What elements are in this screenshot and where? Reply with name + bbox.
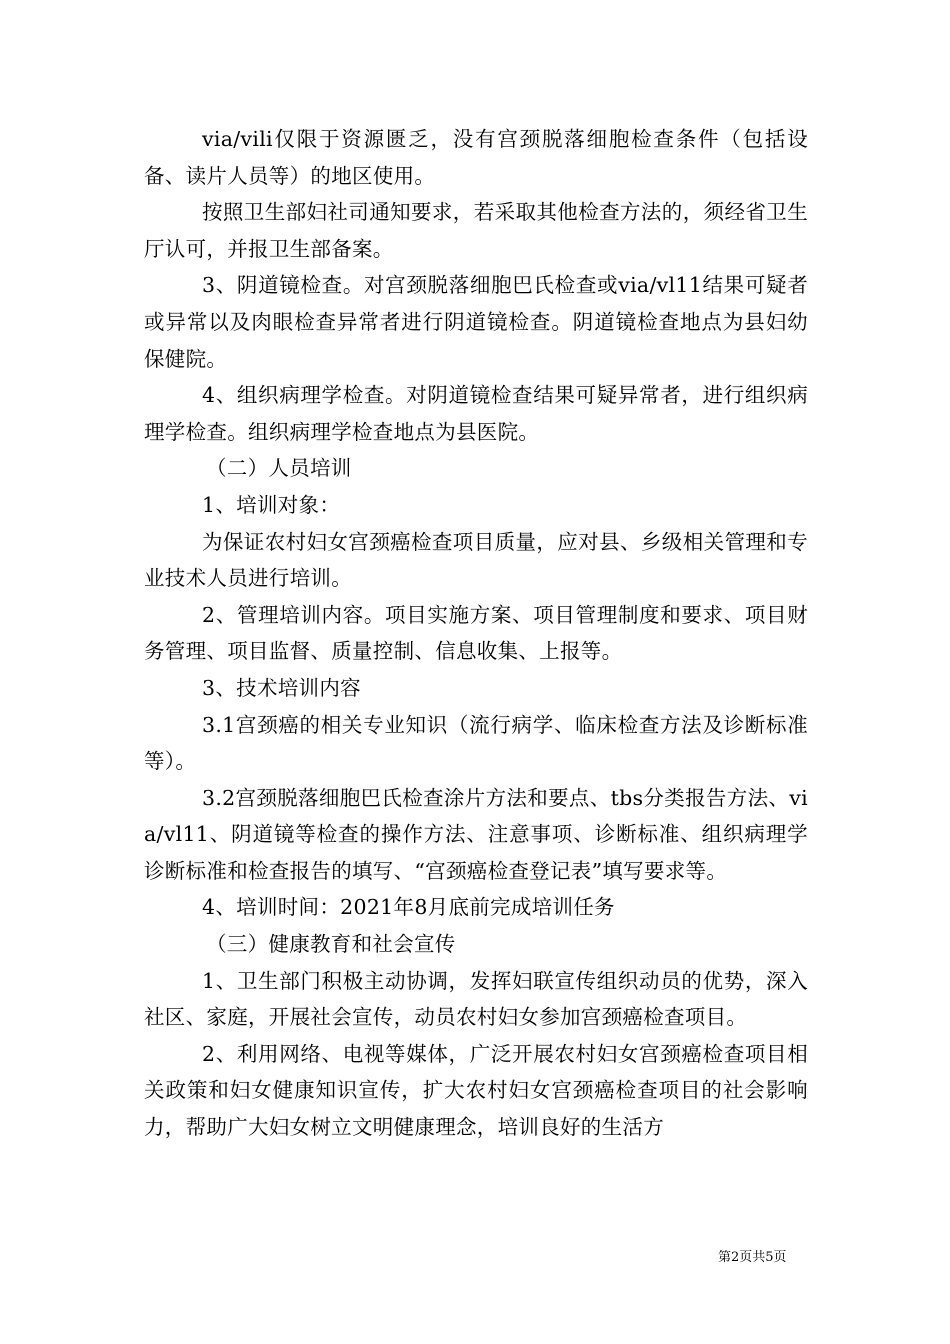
paragraph-management-training: 2、管理培训内容。项目实施方案、项目管理制度和要求、项目财务管理、项目监督、质量控制、信息收集、上报等。: [144, 602, 808, 664]
document-body: [144, 121, 808, 1146]
paragraph-community-publicity: 1、卫生部门积极主动协调，发挥妇联宣传组织动员的优势，深入社区、家庭，开展社会宣传，动员农村妇女参加宫颈癌检查项目。: [144, 968, 808, 1030]
paragraph-training-targets: 1、培训对象：: [202, 492, 341, 517]
paragraph-via-vili-scope: via/vili仅限于资源匮乏，没有宫颈脱落细胞检查条件（包括设备、读片人员等）的地区使用。: [144, 127, 808, 188]
paragraph-training-purpose: 为保证农村妇女宫颈癌检查项目质量，应对县、乡级相关管理和专业技术人员进行培训。: [144, 529, 808, 591]
paragraph-technical-training: 3、技术培训内容: [202, 675, 361, 700]
page-number-footer: 第2页共5页: [718, 1250, 787, 1265]
paragraph-colposcopy: 3、阴道镜检查。对宫颈脱落细胞巴氏检查或via/vl11结果可疑者或异常以及肉眼检查异常者进行阴道镜检查。阴道镜检查地点为县妇幼保健院。: [144, 273, 808, 371]
paragraph-media-publicity: 2、利用网络、电视等媒体，广泛开展农村妇女宫颈癌检查项目相关政策和妇女健康知识宣传，扩大农村妇女宫颈癌检查项目的社会影响力，帮助广大妇女树立文明健康理念，培训良好的生活方: [144, 1041, 808, 1140]
section-heading-staff-training: （二）人员培训: [206, 456, 352, 481]
paragraph-other-methods-approval: 按照卫生部妇社司通知要求，若采取其他检查方法的，须经省卫生厅认可，并报卫生部备案。: [144, 200, 808, 261]
paragraph-training-time: 4、培训时间：2021年8月底前完成培训任务: [202, 895, 615, 920]
paragraph-technical-training-3-1: 3.1宫颈癌的相关专业知识（流行病学、临床检查方法及诊断标准等）。: [144, 712, 808, 774]
paragraph-technical-training-3-2: 3.2宫颈脱落细胞巴氏检查涂片方法和要点、tbs分类报告方法、via/vl11、阴道镜等检查的操作方法、注意事项、诊断标准、组织病理学诊断标准和检查报告的填写、“宫颈癌检查登记表”填写要求等。: [144, 785, 808, 883]
section-heading-health-education: （三）健康教育和社会宣传: [206, 932, 456, 957]
paragraph-histopathology: 4、组织病理学检查。对阴道镜检查结果可疑异常者，进行组织病理学检查。组织病理学检查地点为县医院。: [144, 383, 808, 444]
